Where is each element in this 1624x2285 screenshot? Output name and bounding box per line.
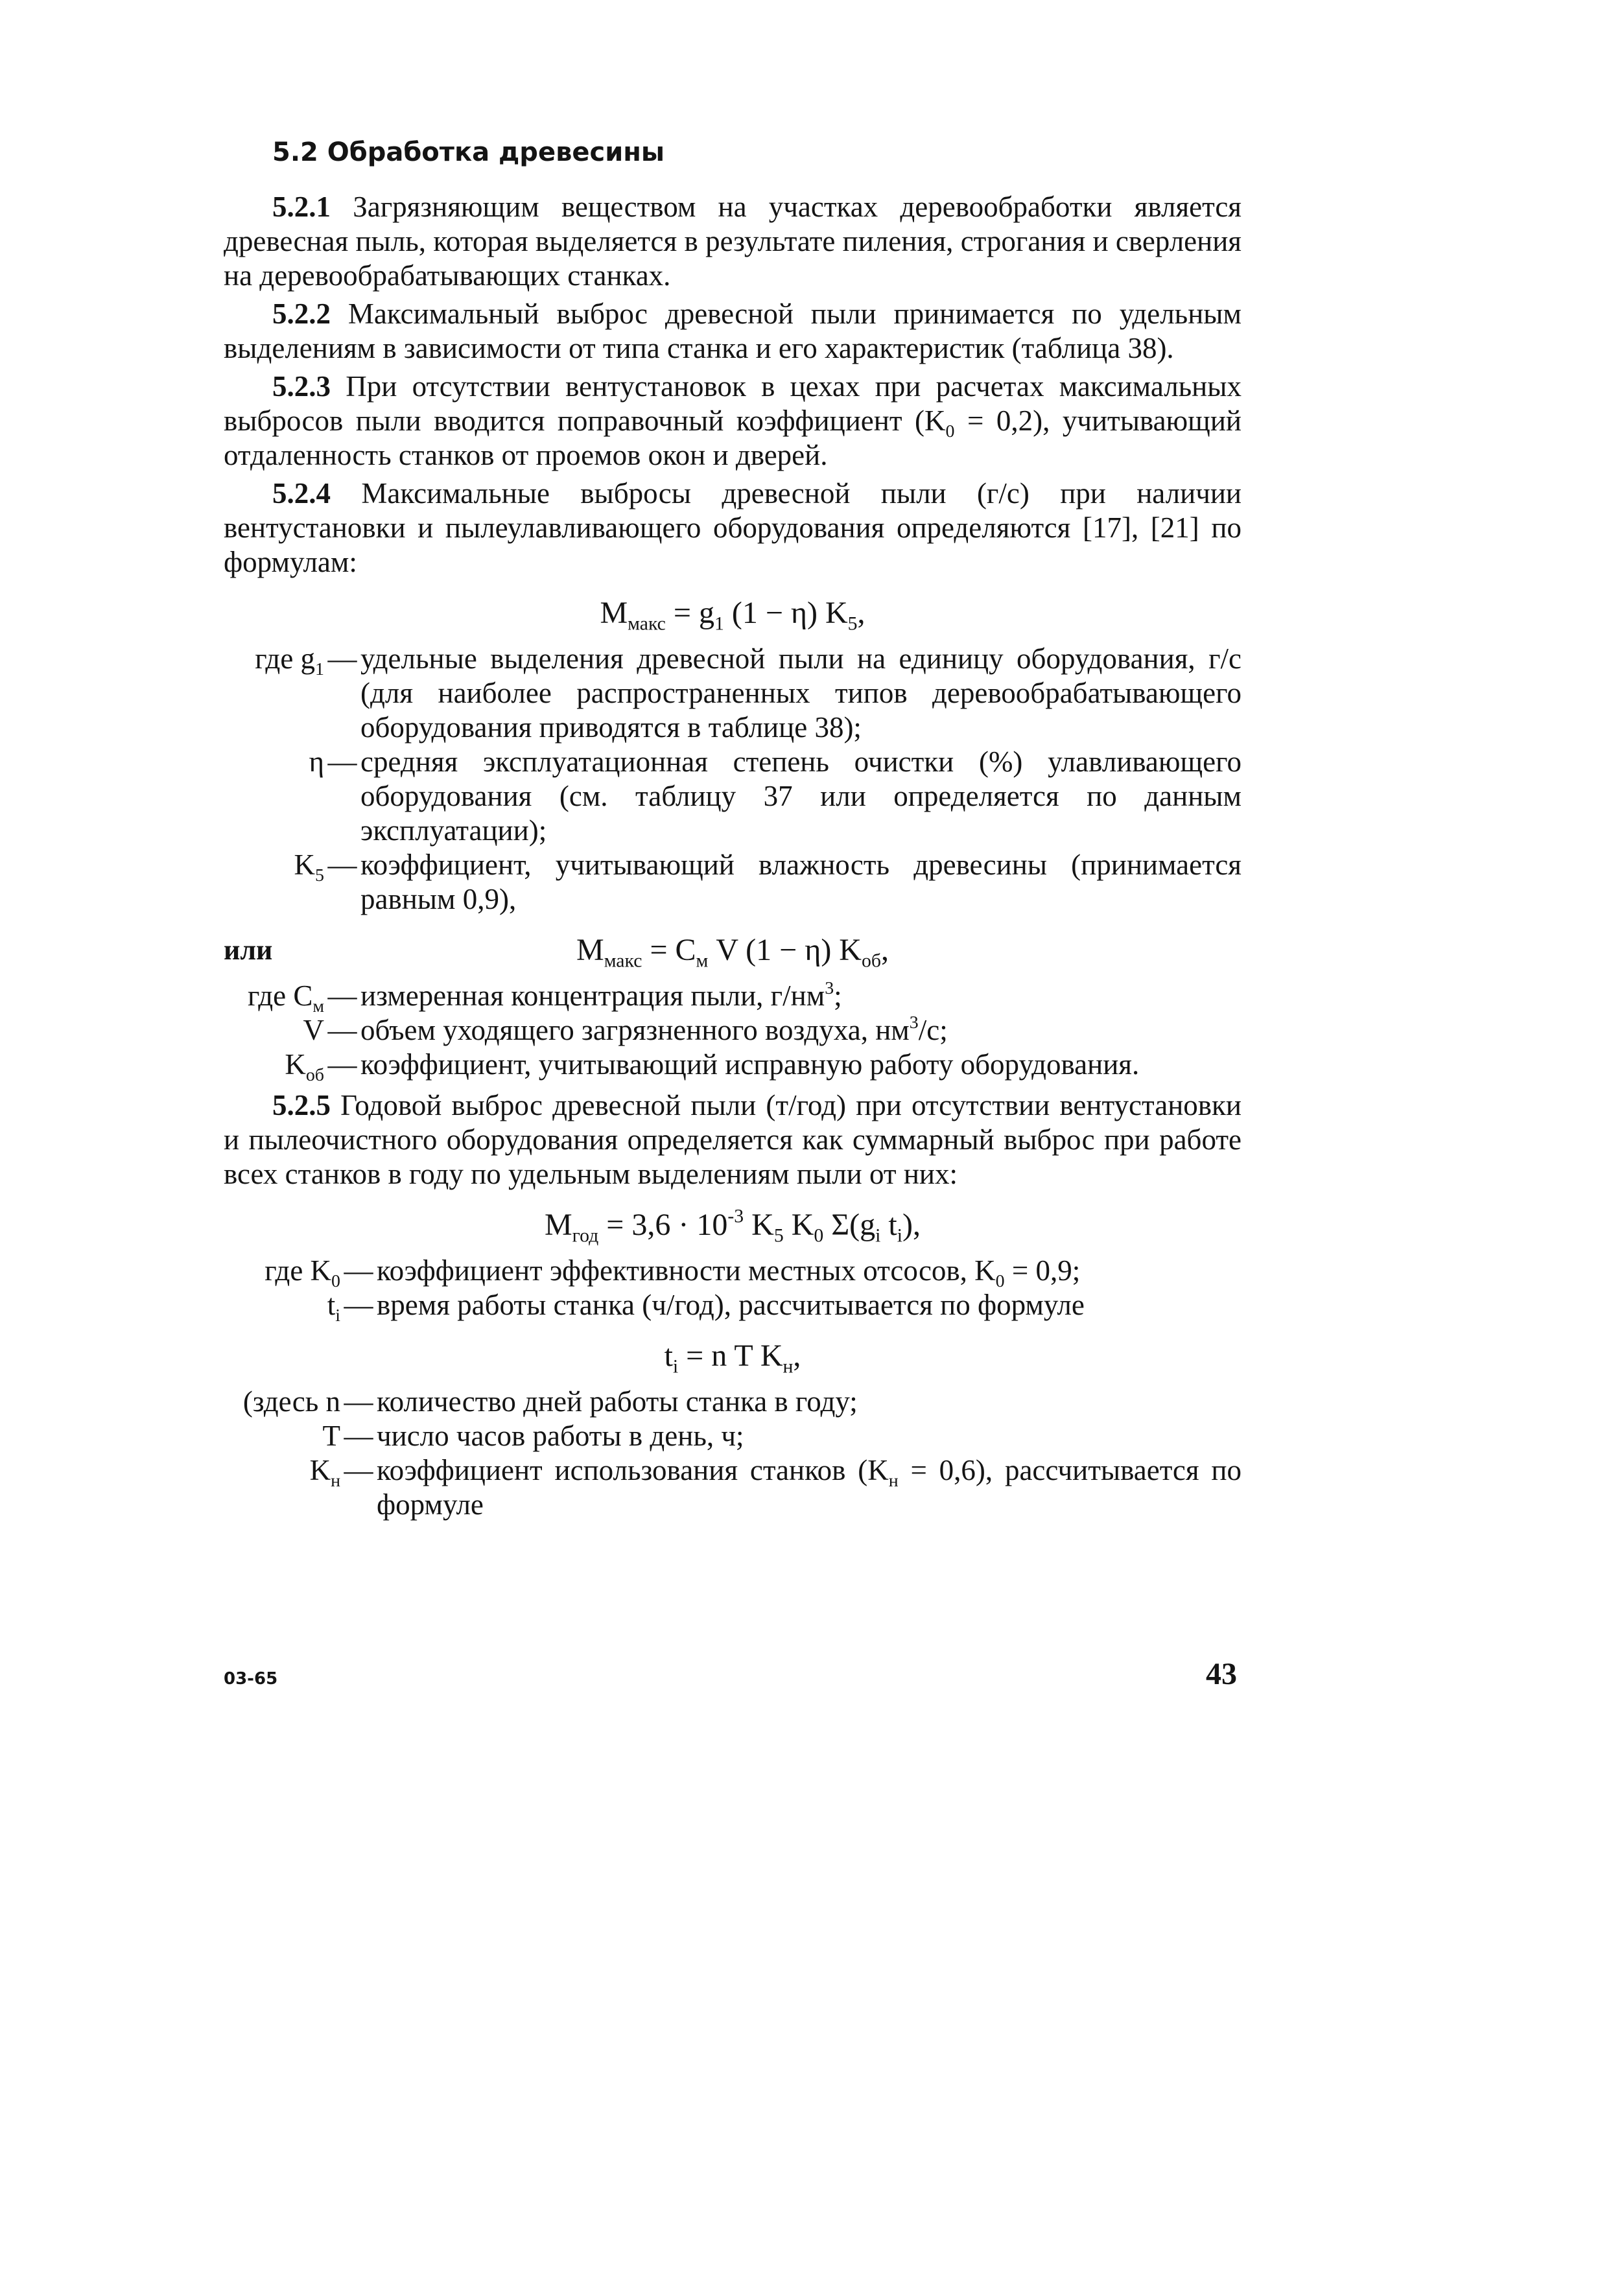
definition-text: коэффициент, учитывающий влажность древесины (принимается равным 0,9),	[360, 849, 1242, 915]
definition-row	[224, 1288, 1242, 1326]
paragraph-text: Максимальный выброс древесной пыли принимается по удельным выделениям в зависимости от типа станка и его характеристик (таблица 38).	[224, 298, 1242, 364]
definition-dash: —	[344, 1289, 373, 1321]
formula-text: = 3,6 · 10	[598, 1208, 728, 1242]
definition-symbol: где $g_1$	[255, 642, 324, 679]
page-number: 43	[1206, 1657, 1237, 1691]
subscript: 5	[773, 1225, 784, 1247]
formula-text: V (1 − η) K	[708, 933, 862, 967]
definition-row	[224, 848, 1242, 917]
definition-dash: —	[327, 1048, 357, 1081]
definition-symbol: $K_5$	[294, 849, 324, 885]
paragraph-5-2-2	[224, 297, 1242, 366]
definition-text: средняя эксплуатационная степень очистки (%) улавливающего оборудования (см. таблицу 37 или определяется по данным эксплуатации);	[360, 745, 1242, 847]
definition-dash: —	[344, 1254, 373, 1287]
paragraph-5-2-5	[224, 1088, 1242, 1191]
definitions-formula-2	[224, 978, 1242, 1085]
formula-prefix: или	[224, 934, 273, 966]
subscript: 5	[847, 613, 858, 635]
definition-symbol: $t_i$	[327, 1289, 340, 1326]
subscript: макс	[628, 613, 666, 635]
subscript: макс	[604, 950, 642, 972]
definition-dash: —	[327, 1014, 357, 1046]
subscript: год	[572, 1225, 599, 1247]
definition-row	[224, 978, 1242, 1016]
paragraph-text: = 0,2), учитывающий отдаленность станков от проемов окон и дверей.	[224, 404, 1242, 471]
paragraph-number: 5.2.4	[272, 477, 331, 510]
definition-row	[224, 1048, 1242, 1085]
subscript: 0	[945, 421, 955, 441]
definition-text: количество дней работы станка в году;	[377, 1385, 858, 1418]
definition-text: удельные выделения древесной пыли на единицу оборудования, г/с (для наиболее распространенных типов деревообрабатывающего оборудования приводятся в таблице 38);	[360, 642, 1242, 744]
paragraph-text: Максимальные выбросы древесной пыли (г/с) при наличии вентустановки и пылеулавливающего оборудования определяются [17], [21] по формулам:	[224, 477, 1242, 578]
definition-text: число часов работы в день, ч;	[377, 1420, 744, 1452]
formula-text: ,	[880, 933, 889, 967]
definition-dash: —	[344, 1454, 373, 1486]
definition-dash: —	[327, 745, 357, 778]
subscript: н	[783, 1355, 794, 1377]
paragraph-number: 5.2.5	[272, 1089, 331, 1121]
definition-symbol: $K_н$	[309, 1454, 340, 1491]
definition-dash: —	[327, 642, 357, 675]
subscript: 0	[814, 1225, 824, 1247]
formula-symbol: M	[600, 596, 628, 630]
definition-symbol: T	[322, 1420, 340, 1452]
definition-symbol: $K_{об}$	[285, 1048, 324, 1085]
superscript: -3	[727, 1205, 744, 1227]
definition-symbol: V	[303, 1014, 324, 1046]
subscript: i	[672, 1355, 679, 1377]
definition-text: коэффициент использования станков $(K_н = 0,6)$, рассчитывается по формуле	[377, 1454, 1242, 1521]
formula-text: ,	[793, 1339, 801, 1373]
subscript: об	[861, 950, 881, 972]
definition-text: измеренная концентрация пыли, $г/нм^3$;	[360, 978, 842, 1012]
formula-symbol: M	[544, 1208, 572, 1242]
definitions-formula-4	[224, 1385, 1242, 1522]
formula-text: Σ(g	[823, 1208, 876, 1242]
formula-max-emission-2	[224, 931, 1242, 970]
definition-symbol: где $K_0$	[265, 1254, 340, 1291]
paragraph-5-2-4	[224, 476, 1242, 580]
document-code: 03-65	[224, 1669, 278, 1689]
definition-symbol: (здесь n	[242, 1385, 340, 1418]
formula-symbol: t	[664, 1339, 673, 1373]
formula-text: K	[744, 1208, 774, 1242]
definition-text: объем уходящего загрязненного воздуха, $нм^3/с$;	[360, 1012, 948, 1046]
paragraph-text: При отсутствии вентустановок в цехах при расчетах максимальных выбросов пыли вводится поправочный коэффициент (K	[224, 370, 1242, 437]
definition-row	[224, 1385, 1242, 1419]
formula-text: ),	[902, 1208, 921, 1242]
definition-text: коэффициент эффективности местных отсосов, $K_0 = 0,9$;	[377, 1254, 1081, 1291]
paragraph-5-2-3	[224, 369, 1242, 473]
page-body	[224, 133, 1242, 1529]
definitions-formula-3	[224, 1254, 1242, 1326]
formula-text: = n T K	[678, 1339, 783, 1373]
definition-row	[224, 1013, 1242, 1048]
definition-text: время работы станка (ч/год), рассчитывается по формуле	[377, 1289, 1085, 1321]
subscript: i	[897, 1225, 903, 1247]
paragraph-5-2-1	[224, 190, 1242, 293]
subscript: 1	[714, 613, 724, 635]
definition-dash: —	[327, 979, 357, 1012]
definition-symbol: где $C_м$	[247, 979, 324, 1016]
subscript: м	[696, 950, 709, 972]
section-heading: 5.2 Обработка древесины	[272, 137, 665, 167]
formula-text: K	[783, 1208, 814, 1242]
definition-row	[224, 642, 1242, 745]
definition-dash: —	[327, 849, 357, 881]
definition-row	[224, 1254, 1242, 1291]
definition-row	[224, 1453, 1242, 1522]
formula-annual-emission	[224, 1206, 1242, 1245]
formula-max-emission-1	[224, 594, 1242, 633]
paragraph-number: 5.2.3	[272, 370, 331, 403]
formula-work-time	[224, 1337, 1242, 1376]
paragraph-number: 5.2.1	[272, 191, 331, 223]
definition-dash: —	[344, 1385, 373, 1418]
definition-row	[224, 745, 1242, 848]
definition-dash: —	[344, 1420, 373, 1452]
definitions-formula-1	[224, 642, 1242, 917]
definition-text: коэффициент, учитывающий исправную работу оборудования.	[360, 1048, 1140, 1081]
paragraph-text: Загрязняющим веществом на участках деревообработки является древесная пыль, которая выделяется в результате пиления, строгания и сверления на деревообрабатывающих станках.	[224, 191, 1242, 292]
formula-text: t	[880, 1208, 897, 1242]
formula-symbol: M	[576, 933, 604, 967]
formula-text: = g	[665, 596, 714, 630]
definition-row	[224, 1419, 1242, 1453]
formula-text: = C	[642, 933, 696, 967]
subscript: i	[875, 1225, 881, 1247]
paragraph-text: Годовой выброс древесной пыли (т/год) при отсутствии вентустановки и пылеочистного оборудования определяется как суммарный выброс при работе всех станков в году по удельным выделениям пыли от них:	[224, 1089, 1242, 1190]
formula-text: ,	[857, 596, 865, 630]
definition-symbol: η	[309, 745, 324, 778]
paragraph-number: 5.2.2	[272, 298, 331, 330]
formula-text: (1 − η) K	[724, 596, 848, 630]
